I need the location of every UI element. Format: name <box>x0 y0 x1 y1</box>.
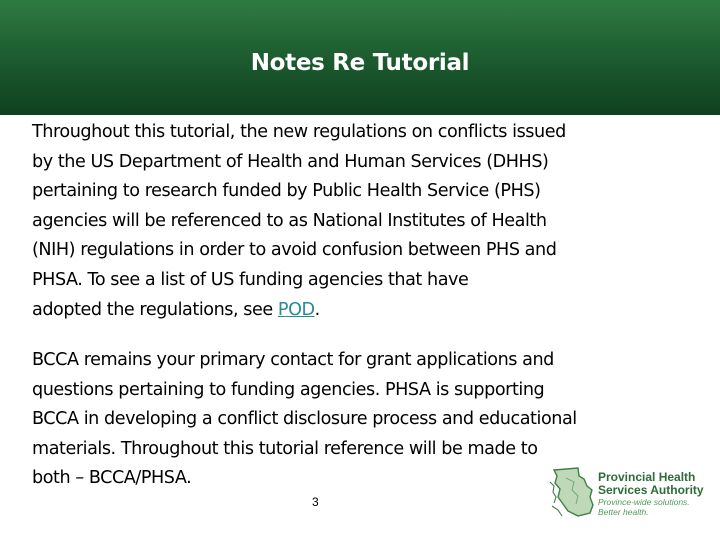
logo-name-line: Provincial Health <box>598 470 696 484</box>
text-line: PHSA. To see a list of US funding agencies that have <box>32 269 469 290</box>
logo-organization-name <box>598 471 704 497</box>
logo-tagline <box>598 498 690 517</box>
text-line-with-link <box>32 296 704 326</box>
page-number: 3 <box>312 495 319 509</box>
text-line: pertaining to research funded by Public Health Service (PHS) <box>32 181 541 202</box>
link-prefix-text: adopted the regulations, see <box>32 299 278 320</box>
phsa-logo <box>548 464 718 520</box>
text-line: BCCA remains your primary contact for grant applications and <box>32 350 554 370</box>
logo-tagline-line: Better health. <box>598 506 649 517</box>
pod-link[interactable]: POD <box>277 299 315 320</box>
text-line: Throughout this tutorial, the new regulations on conflicts issued <box>32 122 566 142</box>
paragraph-nih-regulations <box>32 118 704 325</box>
logo-tagline-line: Province-wide solutions. <box>598 497 690 507</box>
text-line: agencies will be referenced to as National Institutes of Health <box>32 210 547 231</box>
text-line: questions pertaining to funding agencies. PHSA is supporting <box>32 379 545 400</box>
text-line: materials. Throughout this tutorial reference will be made to <box>32 438 538 459</box>
link-suffix-text: . <box>314 299 320 320</box>
text-line: by the US Department of Health and Human Services (DHHS) <box>32 151 549 172</box>
text-line: both – BCCA/PHSA. <box>32 468 192 489</box>
text-line: BCCA in developing a conflict disclosure process and educational <box>32 409 577 430</box>
logo-name-line: Services Authority <box>598 483 704 497</box>
bc-map-icon <box>548 464 596 520</box>
slide-title: Notes Re Tutorial <box>250 50 470 76</box>
text-line: (NIH) regulations in order to avoid confusion between PHS and <box>32 240 557 261</box>
